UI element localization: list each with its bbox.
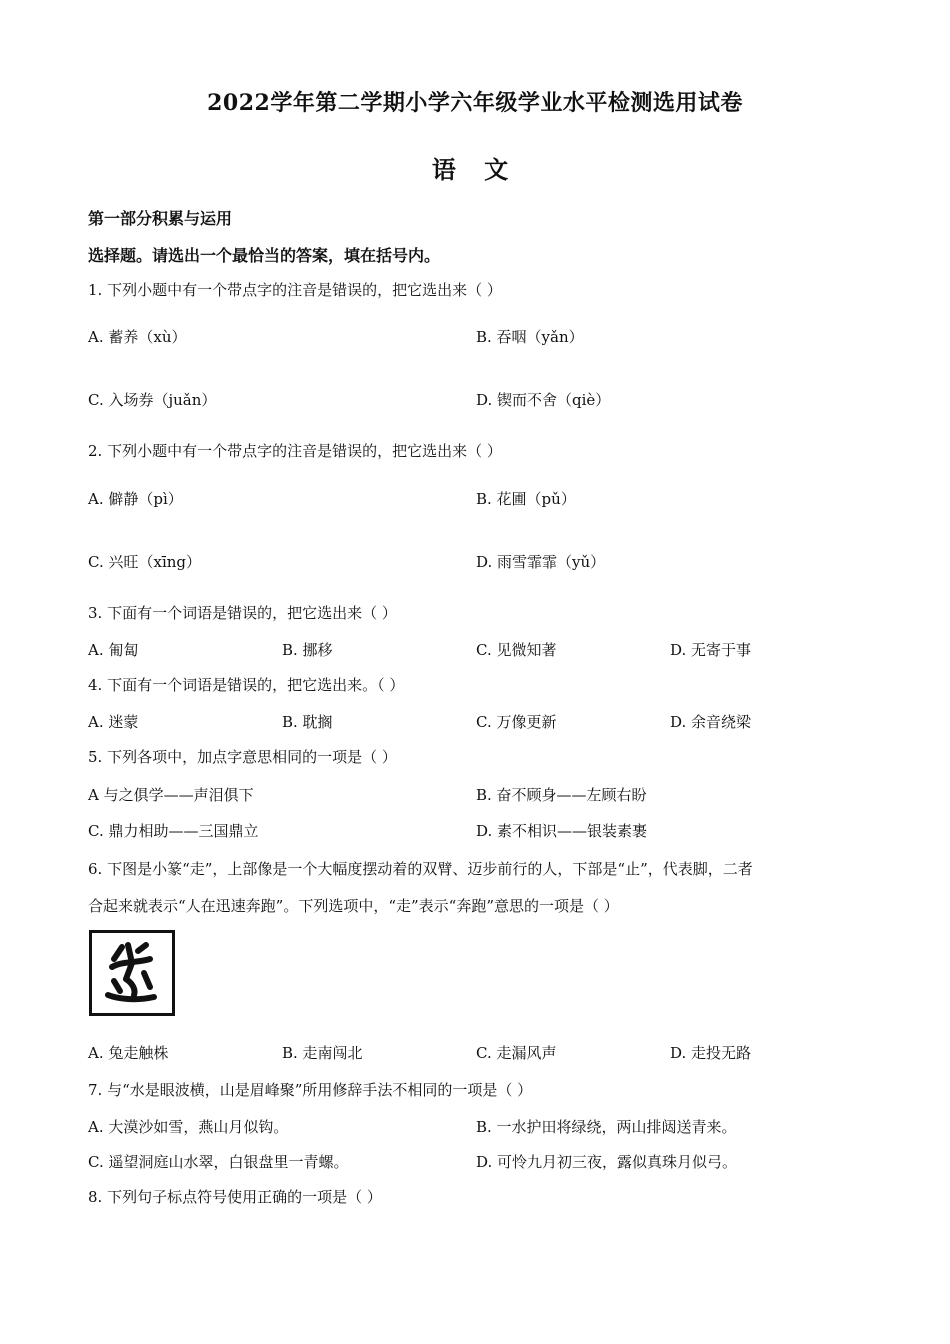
question-1-option-b: B. 吞咽（yǎn） (476, 328, 584, 346)
question-1-option-a: A. 蓄养（xù） (88, 328, 187, 346)
question-7-option-b: B. 一水护田将绿绕，两山排闼送青来。 (476, 1118, 737, 1136)
question-1-stem: 1. 下列小题中有一个带点字的注音是错误的，把它选出来（ ） (88, 281, 502, 299)
seal-glyph-icon (92, 933, 172, 1013)
question-1-option-c: C. 入场券（juǎn） (88, 391, 217, 409)
subject-title: 语 文 (431, 155, 519, 184)
question-5-option-a: A 与之俱学——声泪俱下 (88, 786, 254, 804)
question-7-stem: 7. 与“水是眼波横，山是眉峰聚”所用修辞手法不相同的一项是（ ） (88, 1081, 533, 1099)
question-6-option-b: B. 走南闯北 (282, 1044, 363, 1062)
question-5-stem: 5. 下列各项中，加点字意思相同的一项是（ ） (88, 748, 397, 766)
question-6-option-d: D. 走投无路 (670, 1044, 752, 1062)
question-5-option-b: B. 奋不顾身——左顾右盼 (476, 786, 647, 804)
question-6-stem-line-2: 合起来就表示“人在迅速奔跑”。下列选项中，“走”表示“奔跑”意思的一项是（ ） (88, 897, 619, 915)
question-3-stem: 3. 下面有一个词语是错误的，把它选出来（ ） (88, 604, 397, 622)
question-4-option-c: C. 万像更新 (476, 713, 557, 731)
question-7-option-d: D. 可怜九月初三夜，露似真珠月似弓。 (476, 1153, 738, 1171)
question-4-option-b: B. 耽搁 (282, 713, 333, 731)
question-5-option-c: C. 鼎力相助——三国鼎立 (88, 822, 259, 840)
question-8-stem: 8. 下列句子标点符号使用正确的一项是（ ） (88, 1188, 382, 1206)
question-2-option-b: B. 花圃（pǔ） (476, 490, 576, 508)
question-2-option-c: C. 兴旺（xīng） (88, 553, 201, 571)
question-3-option-d: D. 无寄于事 (670, 641, 752, 659)
question-7-option-a: A. 大漠沙如雪，燕山月似钩。 (88, 1118, 289, 1136)
question-6-option-c: C. 走漏风声 (476, 1044, 557, 1062)
question-7-option-c: C. 遥望洞庭山水翠，白银盘里一青螺。 (88, 1153, 349, 1171)
part-title: 第一部分积累与运用 (88, 209, 233, 228)
question-3-option-b: B. 挪移 (282, 641, 333, 659)
question-3-option-a: A. 匍匐 (88, 641, 139, 659)
question-6-stem-line-1: 6. 下图是小篆“走”，上部像是一个大幅度摆动着的双臂、迈步前行的人，下部是“止”，代表脚，二者 (88, 860, 753, 878)
question-2-option-d: D. 雨雪霏霏（yǔ） (476, 553, 606, 571)
question-3-option-c: C. 见微知著 (476, 641, 557, 659)
question-2-option-a: A. 僻静（pì） (88, 490, 183, 508)
question-2-stem: 2. 下列小题中有一个带点字的注音是错误的，把它选出来（ ） (88, 442, 502, 460)
question-1-option-d: D. 锲而不舍（qiè） (476, 391, 611, 409)
question-5-option-d: D. 素不相识——银装素裹 (476, 822, 648, 840)
seal-script-zou-image (89, 930, 175, 1016)
question-6-option-a: A. 兔走触株 (88, 1044, 169, 1062)
section-instruction: 选择题。请选出一个最恰当的答案，填在括号内。 (88, 246, 441, 265)
question-4-stem: 4. 下面有一个词语是错误的，把它选出来。（ ） (88, 676, 405, 694)
question-4-option-a: A. 迷蒙 (88, 713, 139, 731)
question-4-option-d: D. 余音绕梁 (670, 713, 752, 731)
exam-title: 2022学年第二学期小学六年级学业水平检测选用试卷 (207, 90, 743, 116)
